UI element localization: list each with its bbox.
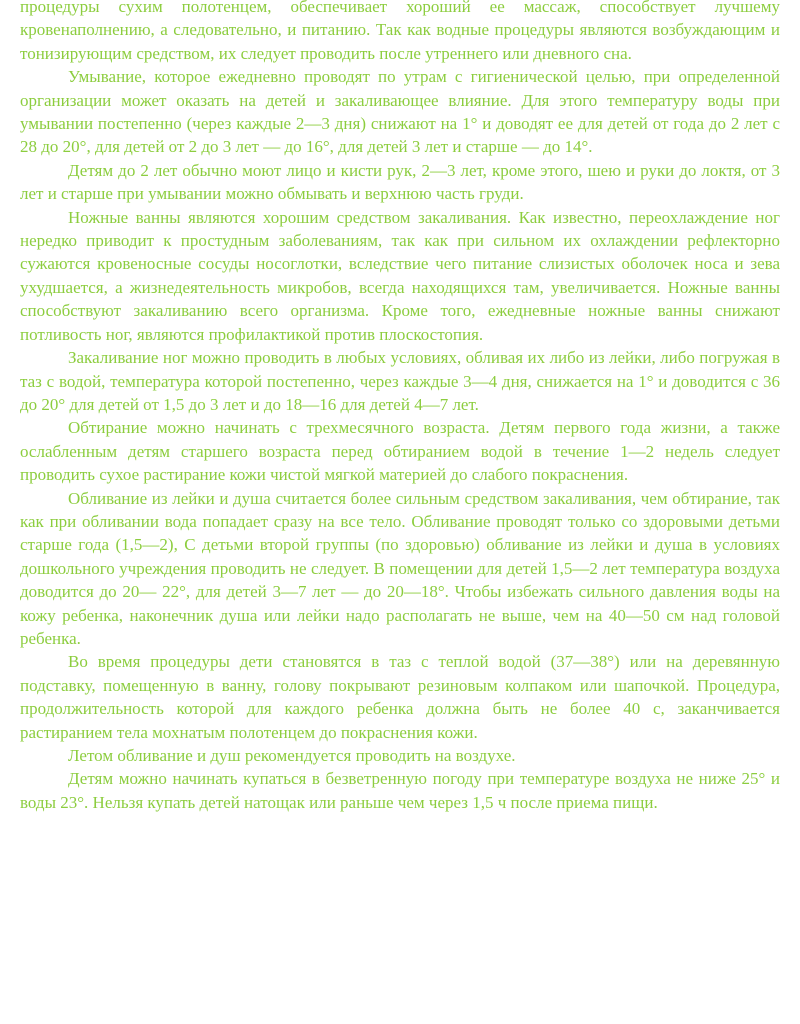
paragraph-washing: Умывание, которое ежедневно проводят по утрам с гигиенической целью, при определенной организации может оказать на детей и закаливающее влияние. Для этого температуру воды при умывании постепенно (через каждые 2—3 дня) снижают на 1° и доводят ее для детей от года до 2 лет с 28 до 20°, для детей от 2 до 3 лет — до 16°, для детей 3 лет и старше — до 14°. — [20, 67, 780, 157]
paragraph-foot-hardening: Закаливание ног можно проводить в любых условиях, обливая их либо из лейки, либо погружая в таз с водой, температура которой постепенно, через каждые 3—4 дня, снижается на 1° и доводится с 36 до 20° для детей от 1,5 до 3 лет и до 18—16 для детей 4—7 лет. — [20, 348, 780, 414]
paragraph-washing-age: Детям до 2 лет обычно моют лицо и кисти рук, 2—3 лет, кроме этого, шею и руки до локтя, от 3 лет и старше при умывании можно обмывать и верхнюю часть груди. — [20, 160, 780, 204]
paragraph-dousing: Обливание из лейки и душа считается более сильным средством закаливания, чем обтирание, так как при обливании вода попадает сразу на все тело. Обливание проводят только со здоровыми детьми старше года (1,5—2), С детьми второй группы (по здоровью) обливание из лейки и душа в условиях дошкольного учреждения проводить не следует. В помещении для детей 1,5—2 лет температура воздуха доводится до 20— 22°, для детей 3—7 лет — до 20—18°. Чтобы избежать сильного давления воды на кожу ребенка, наконечник душа или лейки надо располагать не выше, чем на 40—50 см над головой ребенка. — [20, 488, 780, 648]
paragraph-rubbing: Обтирание можно начинать с трехмесячного возраста. Детям первого года жизни, а также ослабленным детям старшего возраста перед обтиранием водой в течение 1—2 недель следует проводить сухое растирание кожи чистой мягкой материей до слабого покраснения. — [20, 418, 780, 485]
paragraph-continuation: процедуры сухим полотенцем, обеспечивает хороший ее массаж, способствует лучшему кровенаполнению, а следовательно, и питанию. Так как водные процедуры являются возбуждающим и тонизирующим средством, их следует проводить после утреннего или дневного сна. — [20, 0, 780, 63]
paragraph-summer: Летом обливание и душ рекомендуется проводить на воздухе. — [68, 746, 516, 765]
paragraph-procedure: Во время процедуры дети становятся в таз с теплой водой (37—38°) или на деревянную подставку, помещенную в ванну, голову покрывают резиновым колпаком или шапочкой. Процедура, продолжительность которой для каждого ребенка должна быть не более 40 с, заканчивается растиранием тела мохнатым полотенцем до покраснения кожи. — [20, 652, 780, 742]
paragraph-bathing: Детям можно начинать купаться в безветренную погоду при температуре воздуха не ниже 25° и воды 23°. Нельзя купать детей натощак или раньше чем через 1,5 ч после приема пищи. — [20, 769, 780, 812]
paragraph-foot-baths: Ножные ванны являются хорошим средством закаливания. Как известно, переохлаждение ног нередко приводит к простудным заболеваниям, так как при сильном их охлаждении рефлекторно сужаются кровеносные сосуды носоглотки, вследствие чего питание слизистых оболочек носа и зева ухудшается, а жизнедеятельность микробов, всегда находящихся там, увеличивается. Ножные ванны способствуют закаливанию всего организма. Кроме того, ежедневные ножные ванны снижают потливость ног, являются профилактикой против плоскостопия. — [20, 207, 780, 344]
